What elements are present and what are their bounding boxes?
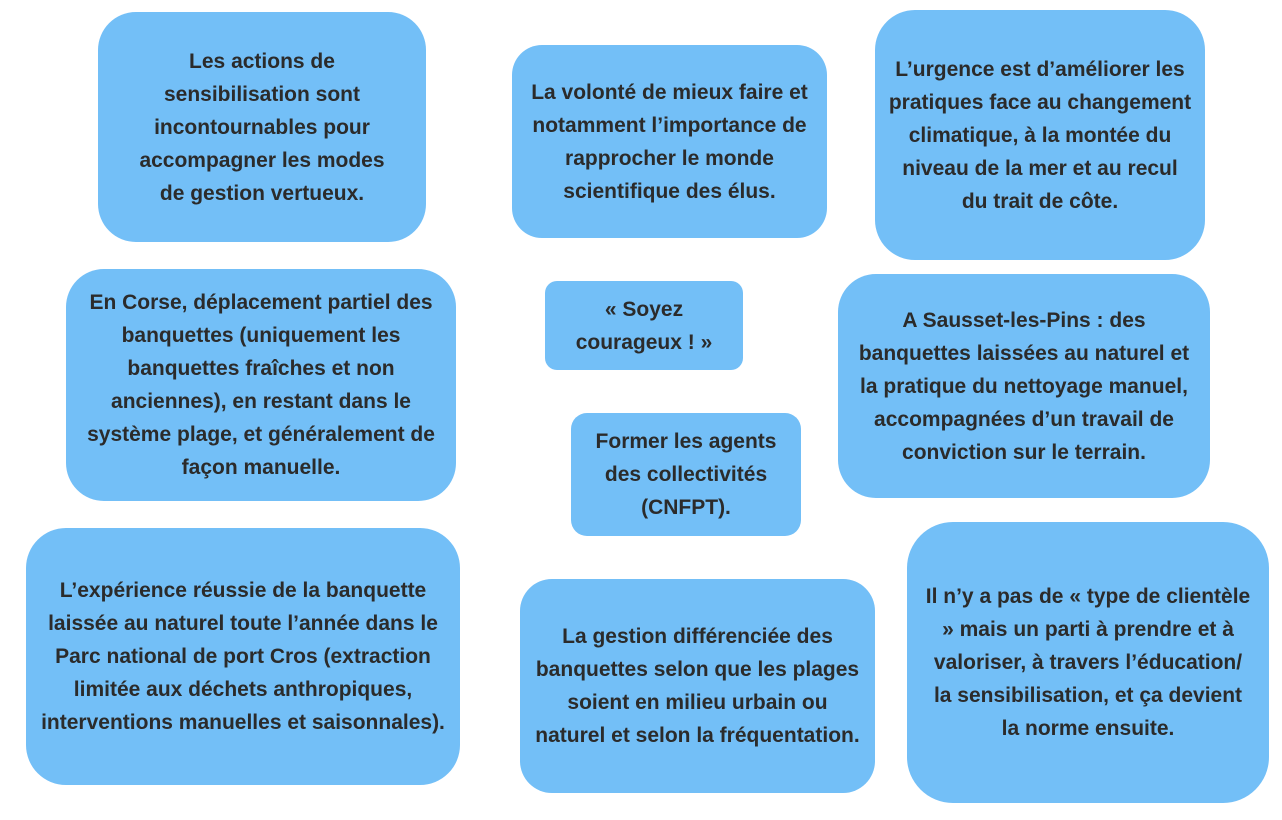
card-sausset (838, 274, 1210, 498)
card-corse-text: En Corse, déplacement partiel des banquettes (uniquement les banquettes fraîches et non anciennes), en restant dans le système plage, et généralement de façon manuelle. (87, 291, 435, 479)
card-former-text: Former les agents des collectivités (CNFPT). (595, 430, 777, 519)
card-clientele (907, 522, 1269, 803)
card-courageux-text: « Soyez courageux ! » (575, 297, 713, 354)
card-port-cros (26, 528, 460, 785)
card-clientele-text: Il n’y a pas de « type de clientèle » mais un parti à prendre et à valoriser, à travers l’éducation/ la sensibilisation, et ça devient la norme ensuite. (925, 585, 1251, 740)
card-gestion-text: La gestion différenciée des banquettes selon que les plages soient en milieu urbain ou naturel et selon la fréquentation. (535, 625, 860, 747)
card-corse (66, 269, 456, 501)
card-sausset-text: A Sausset-les-Pins : des banquettes laissées au naturel et la pratique du nettoyage manuel, accompagnées d’un travail de conviction sur le terrain. (858, 308, 1190, 464)
card-courageux (545, 281, 743, 370)
card-urgence-text: L’urgence est d’améliorer les pratiques face au changement climatique, à la montée du niveau de la mer et au recul du trait de côte. (888, 57, 1192, 213)
card-volonte-text: La volonté de mieux faire et notamment l’importance de rapprocher le monde scientifique des élus. (531, 80, 808, 203)
card-port-cros-text: L’expérience réussie de la banquette laissée au naturel toute l’année dans le Parc national de port Cros (extraction limitée aux déchets anthropiques, interventions manuelles et saisonnales). (41, 579, 445, 734)
card-volonte (512, 45, 827, 238)
card-sensibilisation-text: Les actions de sensibilisation sont incontournables pour accompagner les modes de gestion vertueux. (139, 49, 385, 205)
card-urgence (875, 10, 1205, 260)
card-former (571, 413, 801, 536)
card-sensibilisation (98, 12, 426, 242)
card-gestion (520, 579, 875, 793)
